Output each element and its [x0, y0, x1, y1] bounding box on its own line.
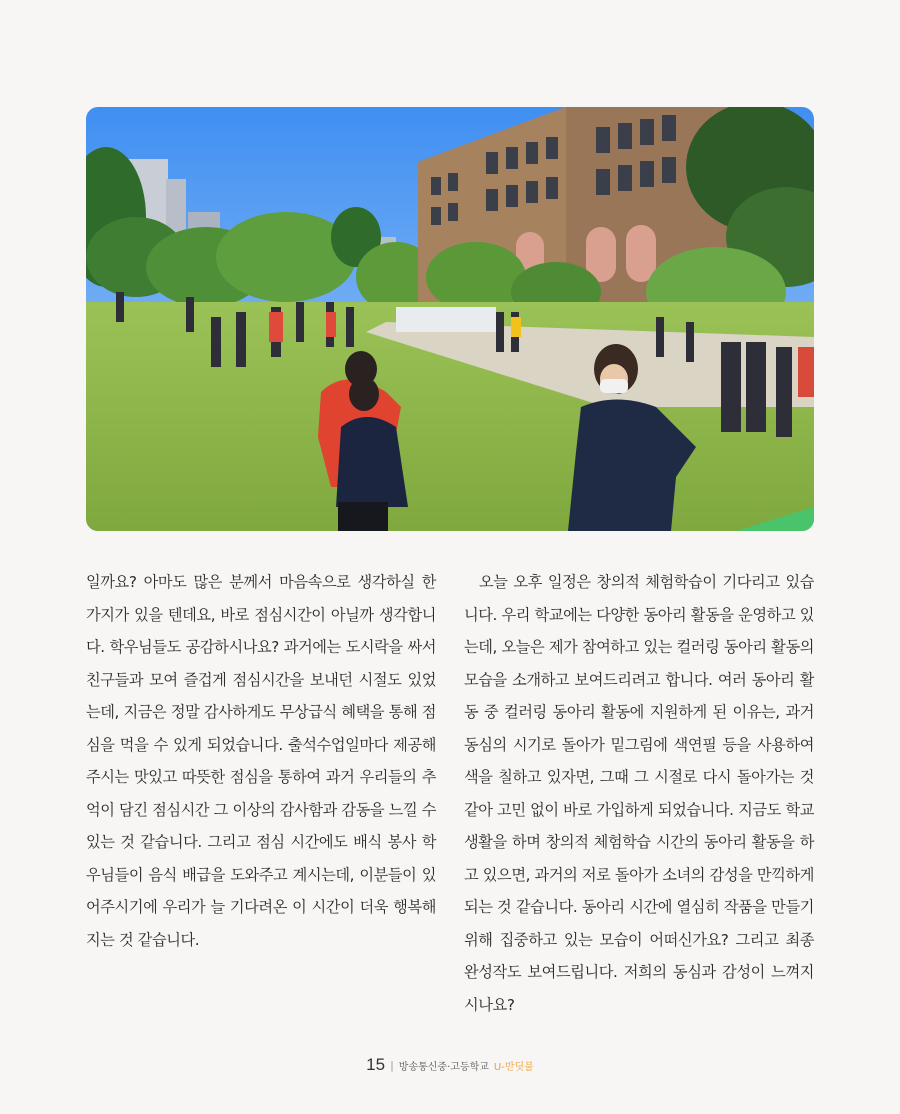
page-footer — [0, 1055, 900, 1075]
article-paragraph: 오늘 오후 일정은 창의적 체험학습이 기다리고 있습니다. 우리 학교에는 다양한 동아리 활동을 운영하고 있는데, 오늘은 제가 참여하고 있는 컬러링 동아리 활동의 모습을 소개하고 보여드리려고 합니다. 여러 동아리 활동 중 컬러링 동아리 활동에 지원하게 된 이유는, 과거 동심의 시기로 돌아가 밑그림에 색연필 등을 사용하여 색을 칠하고 있자면, 그때 그 시절로 다시 돌아가는 것 같아 고민 없이 바로 가입하게 되었습니다. 지금도 학교생활을 하며 창의적 체험학습 시간의 동아리 활동을 하고 있으면, 과거의 저로 돌아가 소녀의 감성을 만끽하게 되는 것 같습니다. 동아리 시간에 열심히 작품을 만들기 위해 집중하고 있는 모습이 어떠신가요? 그리고 최종 완성작도 보여드립니다. 저희의 동심과 감성이 느껴지시나요? — [464, 573, 814, 1014]
school-name: 방송통신중·고등학교 — [398, 1061, 489, 1073]
page-number: 15 — [366, 1055, 386, 1074]
footer-separator: | — [390, 1058, 394, 1072]
schoolyard-photo — [86, 107, 814, 531]
article-paragraph: 일까요? 아마도 많은 분께서 마음속으로 생각하실 한 가지가 있을 텐데요, 바로 점심시간이 아닐까 생각합니다. 학우님들도 공감하시나요? 과거에는 도시락을 싸서 친구들과 모여 즐겁게 점심시간을 보내던 시절도 있었는데, 지금은 정말 감사하게도 무상급식 혜택을 통해 점심을 먹을 수 있게 되었습니다. 출석수업일마다 제공해주시는 맛있고 따뜻한 점심을 통하여 과거 우리들의 추억이 담긴 점심시간 그 이상의 감사함과 감동을 느낄 수 있는 것 같습니다. 그리고 점심 시간에도 배식 봉사 학우님들이 음식 배급을 도와주고 계시는데, 이분들이 있어주시기에 우리가 늘 기다려온 이 시간이 더욱 행복해지는 것 같습니다. — [86, 573, 436, 949]
article-left-column — [86, 566, 436, 956]
article-right-column — [464, 566, 814, 1021]
publication-name: U-반딧불 — [493, 1061, 534, 1073]
